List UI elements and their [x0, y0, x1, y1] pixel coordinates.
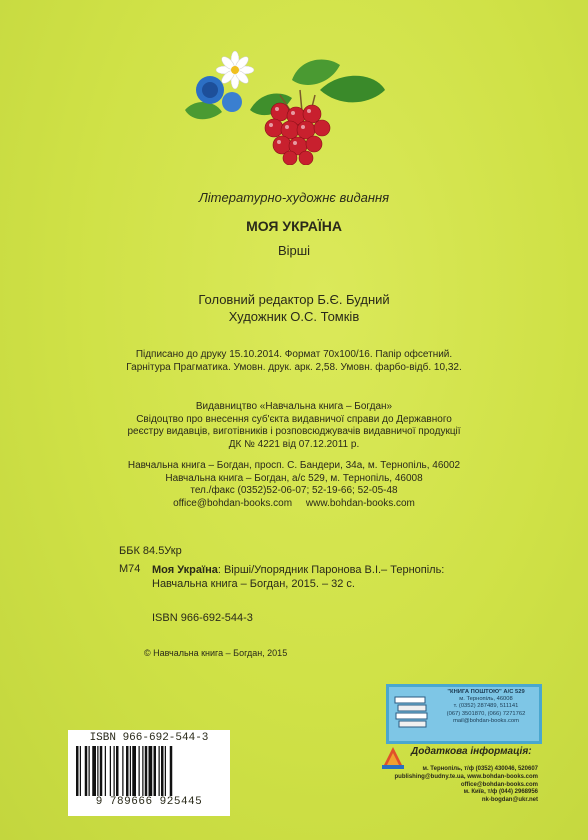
bbk-code: ББК 84.5Укр: [119, 545, 182, 557]
barcode-bar: [122, 746, 123, 796]
barcode-bar: [149, 746, 153, 796]
isbn: ISBN 966-692-544-3: [152, 612, 253, 624]
address-line[interactable]: office@bohdan-books.com www.bohdan-books.com: [173, 497, 415, 509]
catalog-code: М74: [119, 563, 141, 575]
catalog-line: : Вірші/Упорядник Паронова В.І.– Тернопіль:: [217, 564, 445, 576]
extra-info-line[interactable]: publishing@budny.te.ua, www.bohdan-books.com: [394, 773, 538, 780]
catalog-line: Навчальна книга – Богдан, 2015. – 32 с.: [152, 578, 355, 590]
barcode-bars-icon: [74, 746, 224, 796]
catalog-title: Моя Україна: [152, 564, 218, 576]
leaf-icon: [320, 76, 385, 103]
address-line: Навчальна книга – Богдан, а/с 529, м. Тернопіль, 46008: [165, 472, 423, 484]
chief-editor: Головний редактор Б.Є. Будний: [198, 292, 390, 307]
book-genre: Вірші: [277, 243, 311, 258]
barcode-bar: [145, 746, 148, 796]
flower-berries-illustration: [180, 50, 390, 165]
mail-order-box: [386, 684, 542, 744]
barcode-bar: [132, 746, 136, 796]
mail-order-line: т. (0352) 287489, 511141: [453, 703, 519, 710]
barcode-bar: [89, 746, 90, 796]
barcode-bar: [142, 746, 143, 796]
barcode-bar: [92, 746, 96, 796]
copyright: © Навчальна книга – Богдан, 2015: [144, 648, 288, 658]
barcode-bar: [165, 746, 166, 796]
extra-info-title: Додаткова інформація:: [411, 746, 532, 757]
extra-info: [392, 766, 538, 805]
book-stack-icon: [393, 693, 431, 733]
barcode-bar: [130, 746, 131, 796]
barcode-bar: [139, 746, 140, 796]
barcode-digits: 9 789666 925445: [95, 796, 203, 808]
publisher-line: ДК № 4221 від 07.12.2011 р.: [228, 438, 360, 450]
barcode-bar: [105, 746, 106, 796]
edition-type: Літературно-художнє видання: [198, 190, 390, 205]
catalog-description: [152, 563, 532, 591]
publisher-block: [0, 401, 588, 451]
print-specs-line: Підписано до друку 15.10.2014. Формат 70x100/16. Папір офсетний.: [135, 349, 453, 360]
barcode-bar: [116, 746, 119, 796]
publisher-line: Свідоцтво про внесення суб'єкта видавничої справи до Державного: [136, 413, 452, 425]
barcode-bar: [76, 746, 79, 796]
publisher-line: Видавництво «Навчальна книга – Богдан»: [195, 401, 393, 412]
illustrator: Художник О.С. Томків: [228, 309, 360, 324]
mail-order-line: м. Тернопіль, 46008: [459, 696, 513, 703]
barcode-isbn: ISBN 966-692-544-3: [89, 732, 209, 744]
print-specs-line: Гарнітура Прагматика. Умовн. друк. арк. 2,58. Умовн. фарбо-відб. 10,32.: [126, 361, 462, 373]
mail-order-brand: "КНИГА ПОШТОЮ" А/С 529: [447, 689, 525, 695]
print-specs: [0, 349, 588, 374]
barcode-bar: [159, 746, 160, 796]
book-title: МОЯ УКРАЇНА: [246, 218, 342, 234]
barcode-bar: [114, 746, 115, 796]
barcode-bar: [80, 746, 81, 796]
extra-info-line: м. Київ, т/ф (044) 2968956: [463, 789, 538, 796]
address-line: тел./факс (0352)52-06-07; 52-19-66; 52-05-48: [190, 485, 398, 496]
barcode-bar: [100, 746, 103, 796]
address-block: [0, 460, 588, 510]
publisher-line: реєстру видавців, виготівників і розповсюджувачів видавничої продукції: [127, 426, 461, 437]
barcode-bar: [110, 746, 111, 796]
barcode-bar: [97, 746, 98, 796]
berries-icon: [265, 103, 330, 165]
mail-order-line[interactable]: mail@bohdan-books.com: [453, 717, 519, 724]
extra-info-line[interactable]: office@bohdan-books.com: [460, 781, 538, 788]
address-line: Навчальна книга – Богдан, просп. С. Бандери, 34а, м. Тернопіль, 46002: [127, 460, 461, 471]
extra-info-line: м. Тернопіль, т/ф (0352) 430046, 520607: [422, 766, 538, 772]
barcode-bar: [170, 746, 173, 796]
mail-order-line: (067) 3501870, (066) 7271762: [446, 710, 526, 717]
leaf-icon: [185, 102, 222, 119]
barcode-bar: [85, 746, 88, 796]
barcode: [68, 730, 230, 816]
extra-info-line[interactable]: nk-bogdan@ukr.net: [481, 797, 538, 804]
barcode-bar: [161, 746, 164, 796]
barcode-bar: [126, 746, 129, 796]
barcode-bar: [154, 746, 157, 796]
